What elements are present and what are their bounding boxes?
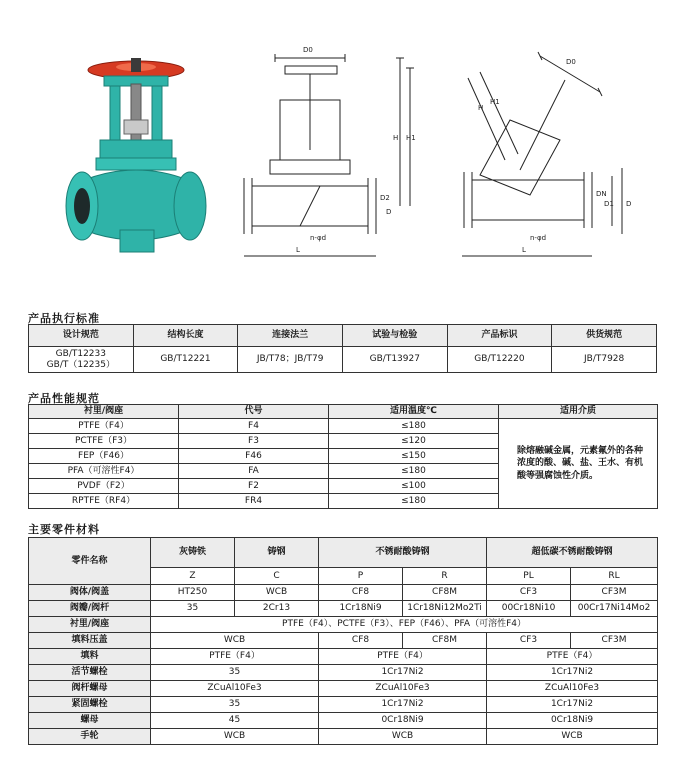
cell: ≤100 xyxy=(329,479,499,494)
design-spec: GB/T12233 GB/T（12235） xyxy=(29,347,134,373)
cell: ≤150 xyxy=(329,449,499,464)
cell: CF3M xyxy=(571,585,658,601)
section-drawing-straight xyxy=(244,54,414,256)
cell: ≤180 xyxy=(329,464,499,479)
cell: 45 xyxy=(151,713,319,729)
label-h: H xyxy=(393,134,399,142)
cell: CF8 xyxy=(319,633,403,649)
cell: WCB xyxy=(487,729,658,745)
cell: WCB xyxy=(319,729,487,745)
table-row xyxy=(29,729,658,745)
cell: PTFE（F4） xyxy=(319,649,487,665)
cell: PTFE（F4） xyxy=(29,419,179,434)
header-code: 代号 xyxy=(179,405,329,419)
part-name: 螺母 xyxy=(29,713,151,729)
cell: 0Cr18Ni9 xyxy=(319,713,487,729)
part-name: 活节螺栓 xyxy=(29,665,151,681)
cell: RPTFE（RF4） xyxy=(29,494,179,509)
label-d2: D2 xyxy=(380,194,390,202)
cell: F4 xyxy=(179,419,329,434)
code-rl: RL xyxy=(571,568,658,585)
cell: F46 xyxy=(179,449,329,464)
cell: 00Cr18Ni10 xyxy=(487,601,571,617)
header-length: 结构长度 xyxy=(133,325,238,347)
code-pl: PL xyxy=(487,568,571,585)
label-d-angle: D xyxy=(626,200,632,208)
header-mark: 产品标识 xyxy=(447,325,552,347)
table-row xyxy=(29,681,658,697)
cell: CF8M xyxy=(403,633,487,649)
part-name: 填料 xyxy=(29,649,151,665)
performance-table xyxy=(28,404,658,509)
cell: JB/T7928 xyxy=(552,347,657,373)
section-title-materials: 主要零件材料 xyxy=(28,523,100,536)
table-row xyxy=(29,649,658,665)
cell: ≤180 xyxy=(329,494,499,509)
label-d: D xyxy=(386,208,392,216)
table-row xyxy=(29,665,658,681)
header-stainless: 不锈耐酸铸钢 xyxy=(319,538,487,568)
cell: PVDF（F2） xyxy=(29,479,179,494)
cell: 1Cr17Ni2 xyxy=(487,665,658,681)
valve-illustrations xyxy=(0,0,700,300)
table-row xyxy=(29,585,658,601)
header-low-carbon: 超低碳不锈耐酸铸钢 xyxy=(487,538,658,568)
cell: HT250 xyxy=(151,585,235,601)
cell: 1Cr18Ni12Mo2Ti xyxy=(403,601,487,617)
header-flange: 连接法兰 xyxy=(238,325,343,347)
cell: GB/T12221 xyxy=(133,347,238,373)
cell: ≤180 xyxy=(329,419,499,434)
section-title-performance: 产品性能规范 xyxy=(28,392,100,405)
code-p: P xyxy=(319,568,403,585)
label-d0: D0 xyxy=(303,46,313,54)
cell: 00Cr17Ni14Mo2 xyxy=(571,601,658,617)
label-l: L xyxy=(296,246,300,254)
header-lining: 衬里/阀座 xyxy=(29,405,179,419)
code-z: Z xyxy=(151,568,235,585)
table-row xyxy=(29,713,658,729)
cell: CF3M xyxy=(571,633,658,649)
cell: 1Cr18Ni9 xyxy=(319,601,403,617)
cell: 1Cr17Ni2 xyxy=(319,697,487,713)
cell: GB/T12220 xyxy=(447,347,552,373)
cell: 1Cr17Ni2 xyxy=(319,665,487,681)
header-temp: 适用温度℃ xyxy=(329,405,499,419)
cell: 35 xyxy=(151,697,319,713)
part-name: 阀瓣/阀杆 xyxy=(29,601,151,617)
table-row xyxy=(29,347,657,373)
part-name: 阀杆螺母 xyxy=(29,681,151,697)
cell: 35 xyxy=(151,601,235,617)
cell: PTFE（F4） xyxy=(487,649,658,665)
table-row xyxy=(29,617,658,633)
label-h1: H1 xyxy=(406,134,416,142)
cell: PTFE（F4）、PCTFE（F3）、FEP（F46）、PFA（可溶性F4） xyxy=(151,617,658,633)
cell: CF8 xyxy=(319,585,403,601)
cell: WCB xyxy=(235,585,319,601)
section-drawing-angle xyxy=(462,52,622,256)
cell: 1Cr17Ni2 xyxy=(487,697,658,713)
cell: F2 xyxy=(179,479,329,494)
part-name: 手轮 xyxy=(29,729,151,745)
table-row xyxy=(29,601,658,617)
cell: 0Cr18Ni9 xyxy=(487,713,658,729)
header-design: 设计规范 xyxy=(29,325,134,347)
media-note: 除熔融碱金属，元素氟外的各种浓度的酸、碱、盐、王水、有机酸等强腐蚀性介质。 xyxy=(499,419,658,509)
cell: WCB xyxy=(151,633,319,649)
header-supply: 供货规范 xyxy=(552,325,657,347)
code-c: C xyxy=(235,568,319,585)
cell: PCTFE（F3） xyxy=(29,434,179,449)
table-row xyxy=(29,633,658,649)
cell: FEP（F46） xyxy=(29,449,179,464)
cell: ZCuAl10Fe3 xyxy=(487,681,658,697)
cell: ZCuAl10Fe3 xyxy=(151,681,319,697)
cell: ≤120 xyxy=(329,434,499,449)
cell: FA xyxy=(179,464,329,479)
label-d1-angle: D1 xyxy=(604,200,614,208)
cell: 2Cr13 xyxy=(235,601,319,617)
part-name: 衬里/阀座 xyxy=(29,617,151,633)
label-d0-angle: D0 xyxy=(566,58,576,66)
part-name: 阀体/阀盖 xyxy=(29,585,151,601)
section-title-standards: 产品执行标准 xyxy=(28,312,100,325)
cell: PFA（可溶性F4） xyxy=(29,464,179,479)
header-media: 适用介质 xyxy=(499,405,658,419)
standards-table xyxy=(28,324,657,373)
part-name: 填料压盖 xyxy=(29,633,151,649)
cell: CF3 xyxy=(487,585,571,601)
cell: JB/T78；JB/T79 xyxy=(238,347,343,373)
label-dn-angle: DN xyxy=(596,190,607,198)
valve-photo xyxy=(66,58,206,252)
code-r: R xyxy=(403,568,487,585)
cell: WCB xyxy=(151,729,319,745)
table-row xyxy=(29,419,658,434)
header-test: 试验与检验 xyxy=(342,325,447,347)
label-h-angle: H xyxy=(478,104,484,112)
cell: 35 xyxy=(151,665,319,681)
label-l-angle: L xyxy=(522,246,526,254)
cell: FR4 xyxy=(179,494,329,509)
cell: ZCuAl10Fe3 xyxy=(319,681,487,697)
label-bolt: n-φd xyxy=(310,234,327,242)
part-name: 紧固螺栓 xyxy=(29,697,151,713)
header-cast-steel: 铸钢 xyxy=(235,538,319,568)
label-bolt-angle: n-φd xyxy=(530,234,547,242)
cell: CF8M xyxy=(403,585,487,601)
materials-table xyxy=(28,537,658,745)
cell: GB/T13927 xyxy=(342,347,447,373)
label-h1-angle: H1 xyxy=(490,98,500,106)
cell: CF3 xyxy=(487,633,571,649)
cell: PTFE（F4） xyxy=(151,649,319,665)
header-part-name: 零件名称 xyxy=(29,538,151,585)
cell: F3 xyxy=(179,434,329,449)
table-row xyxy=(29,697,658,713)
header-gray-iron: 灰铸铁 xyxy=(151,538,235,568)
